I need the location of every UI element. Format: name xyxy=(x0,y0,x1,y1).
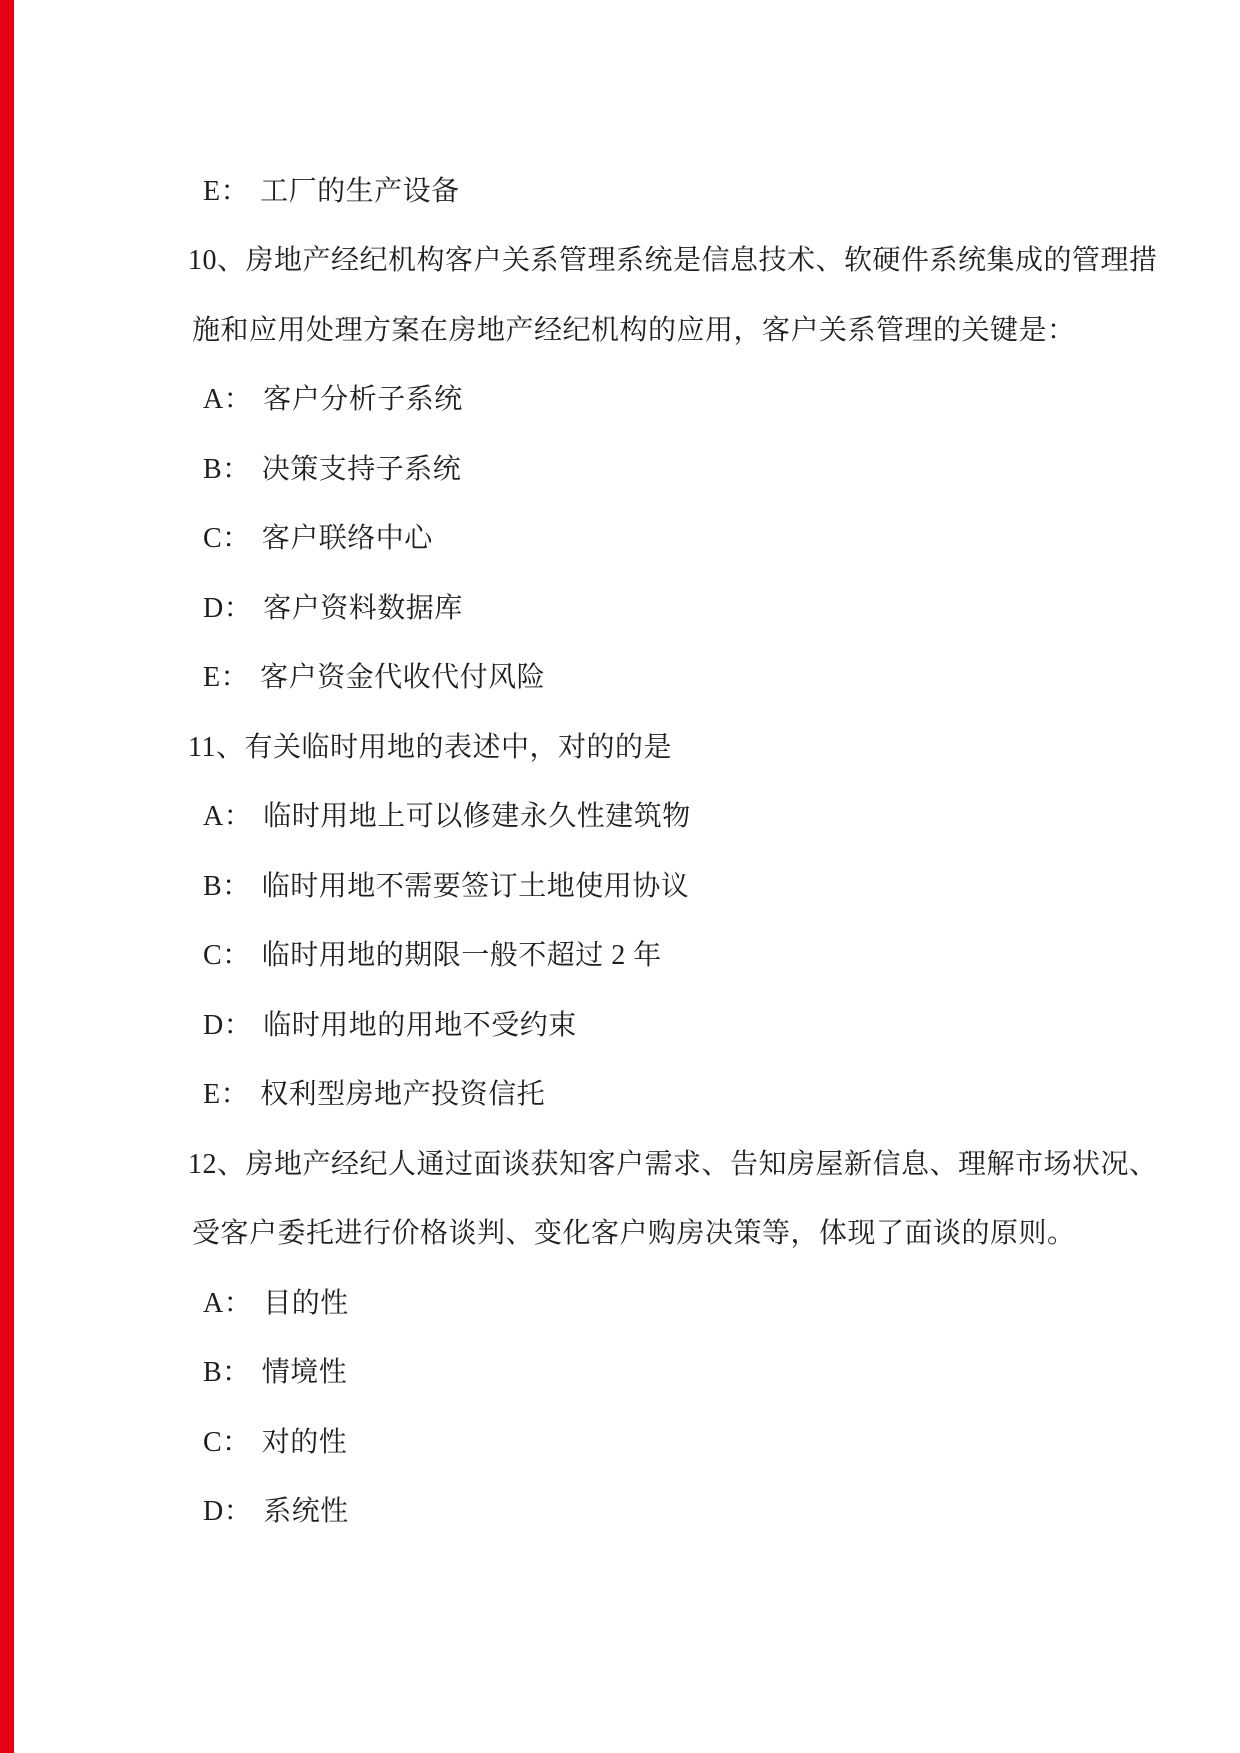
option-label: B： xyxy=(203,870,251,902)
line-text: 客户资金代收代付风险 xyxy=(260,662,546,694)
option-label: B： xyxy=(203,453,251,485)
line-text: 系统性 xyxy=(263,1496,349,1528)
option-line xyxy=(0,1266,1240,1336)
line-text: 客户联络中心 xyxy=(261,523,433,555)
option-line xyxy=(0,1336,1240,1406)
option-line xyxy=(0,849,1240,919)
option-label: E： xyxy=(203,662,250,694)
option-line xyxy=(0,919,1240,989)
line-text: 工厂的生产设备 xyxy=(260,175,460,207)
line-text: 情境性 xyxy=(261,1357,348,1389)
option-label: E： xyxy=(203,175,250,207)
line-text: 临时用地的用地不受约束 xyxy=(263,1009,577,1041)
line-text: 决策支持子系统 xyxy=(261,453,462,485)
question-line xyxy=(0,224,1240,294)
option-label: A： xyxy=(203,801,253,833)
option-line xyxy=(0,432,1240,502)
option-label: D： xyxy=(203,1496,253,1528)
line-text: 受客户委托进行价格谈判、变化客户购房决策等，体现了面谈的原则。 xyxy=(192,1218,1076,1250)
exam-question-list xyxy=(0,154,1240,1544)
line-text: 临时用地上可以修建永久性建筑物 xyxy=(263,801,691,833)
question-continuation-line xyxy=(0,1197,1240,1267)
line-text: 对的性 xyxy=(261,1426,348,1458)
option-line xyxy=(0,780,1240,850)
option-label: A： xyxy=(203,384,253,416)
line-text: 客户分析子系统 xyxy=(263,384,463,416)
line-text: 有关临时用地的表述中，对的的是 xyxy=(244,731,672,763)
option-line xyxy=(0,502,1240,572)
option-line xyxy=(0,988,1240,1058)
option-label: C： xyxy=(203,940,251,972)
option-line xyxy=(0,363,1240,433)
question-number: 12、 xyxy=(188,1148,246,1180)
question-line xyxy=(0,710,1240,780)
option-label: A： xyxy=(203,1287,253,1319)
option-label: C： xyxy=(203,1426,251,1458)
line-text: 房地产经纪机构客户关系管理系统是信息技术、软硬件系统集成的管理措 xyxy=(245,245,1158,277)
line-text: 房地产经纪人通过面谈获知客户需求、告知房屋新信息、理解市场状况、 xyxy=(245,1148,1158,1180)
option-label: D： xyxy=(203,1009,253,1041)
line-text: 临时用地不需要签订土地使用协议 xyxy=(261,870,690,902)
question-continuation-line xyxy=(0,293,1240,363)
line-text: 施和应用处理方案在房地产经纪机构的应用，客户关系管理的关键是： xyxy=(192,314,1076,346)
line-text: 临时用地的期限一般不超过 2 年 xyxy=(261,940,662,972)
line-text: 权利型房地产投资信托 xyxy=(260,1079,546,1111)
option-line xyxy=(0,571,1240,641)
question-number: 10、 xyxy=(188,245,246,277)
option-label: C： xyxy=(203,523,251,555)
option-line xyxy=(0,1058,1240,1128)
line-text: 客户资料数据库 xyxy=(263,592,463,624)
option-line xyxy=(0,1475,1240,1545)
line-text: 目的性 xyxy=(263,1287,349,1319)
option-line xyxy=(0,641,1240,711)
option-label: E： xyxy=(203,1079,250,1111)
option-label: D： xyxy=(203,592,253,624)
question-line xyxy=(0,1127,1240,1197)
option-label: B： xyxy=(203,1357,251,1389)
option-line xyxy=(0,1405,1240,1475)
question-number: 11、 xyxy=(188,731,245,763)
option-line xyxy=(0,154,1240,224)
